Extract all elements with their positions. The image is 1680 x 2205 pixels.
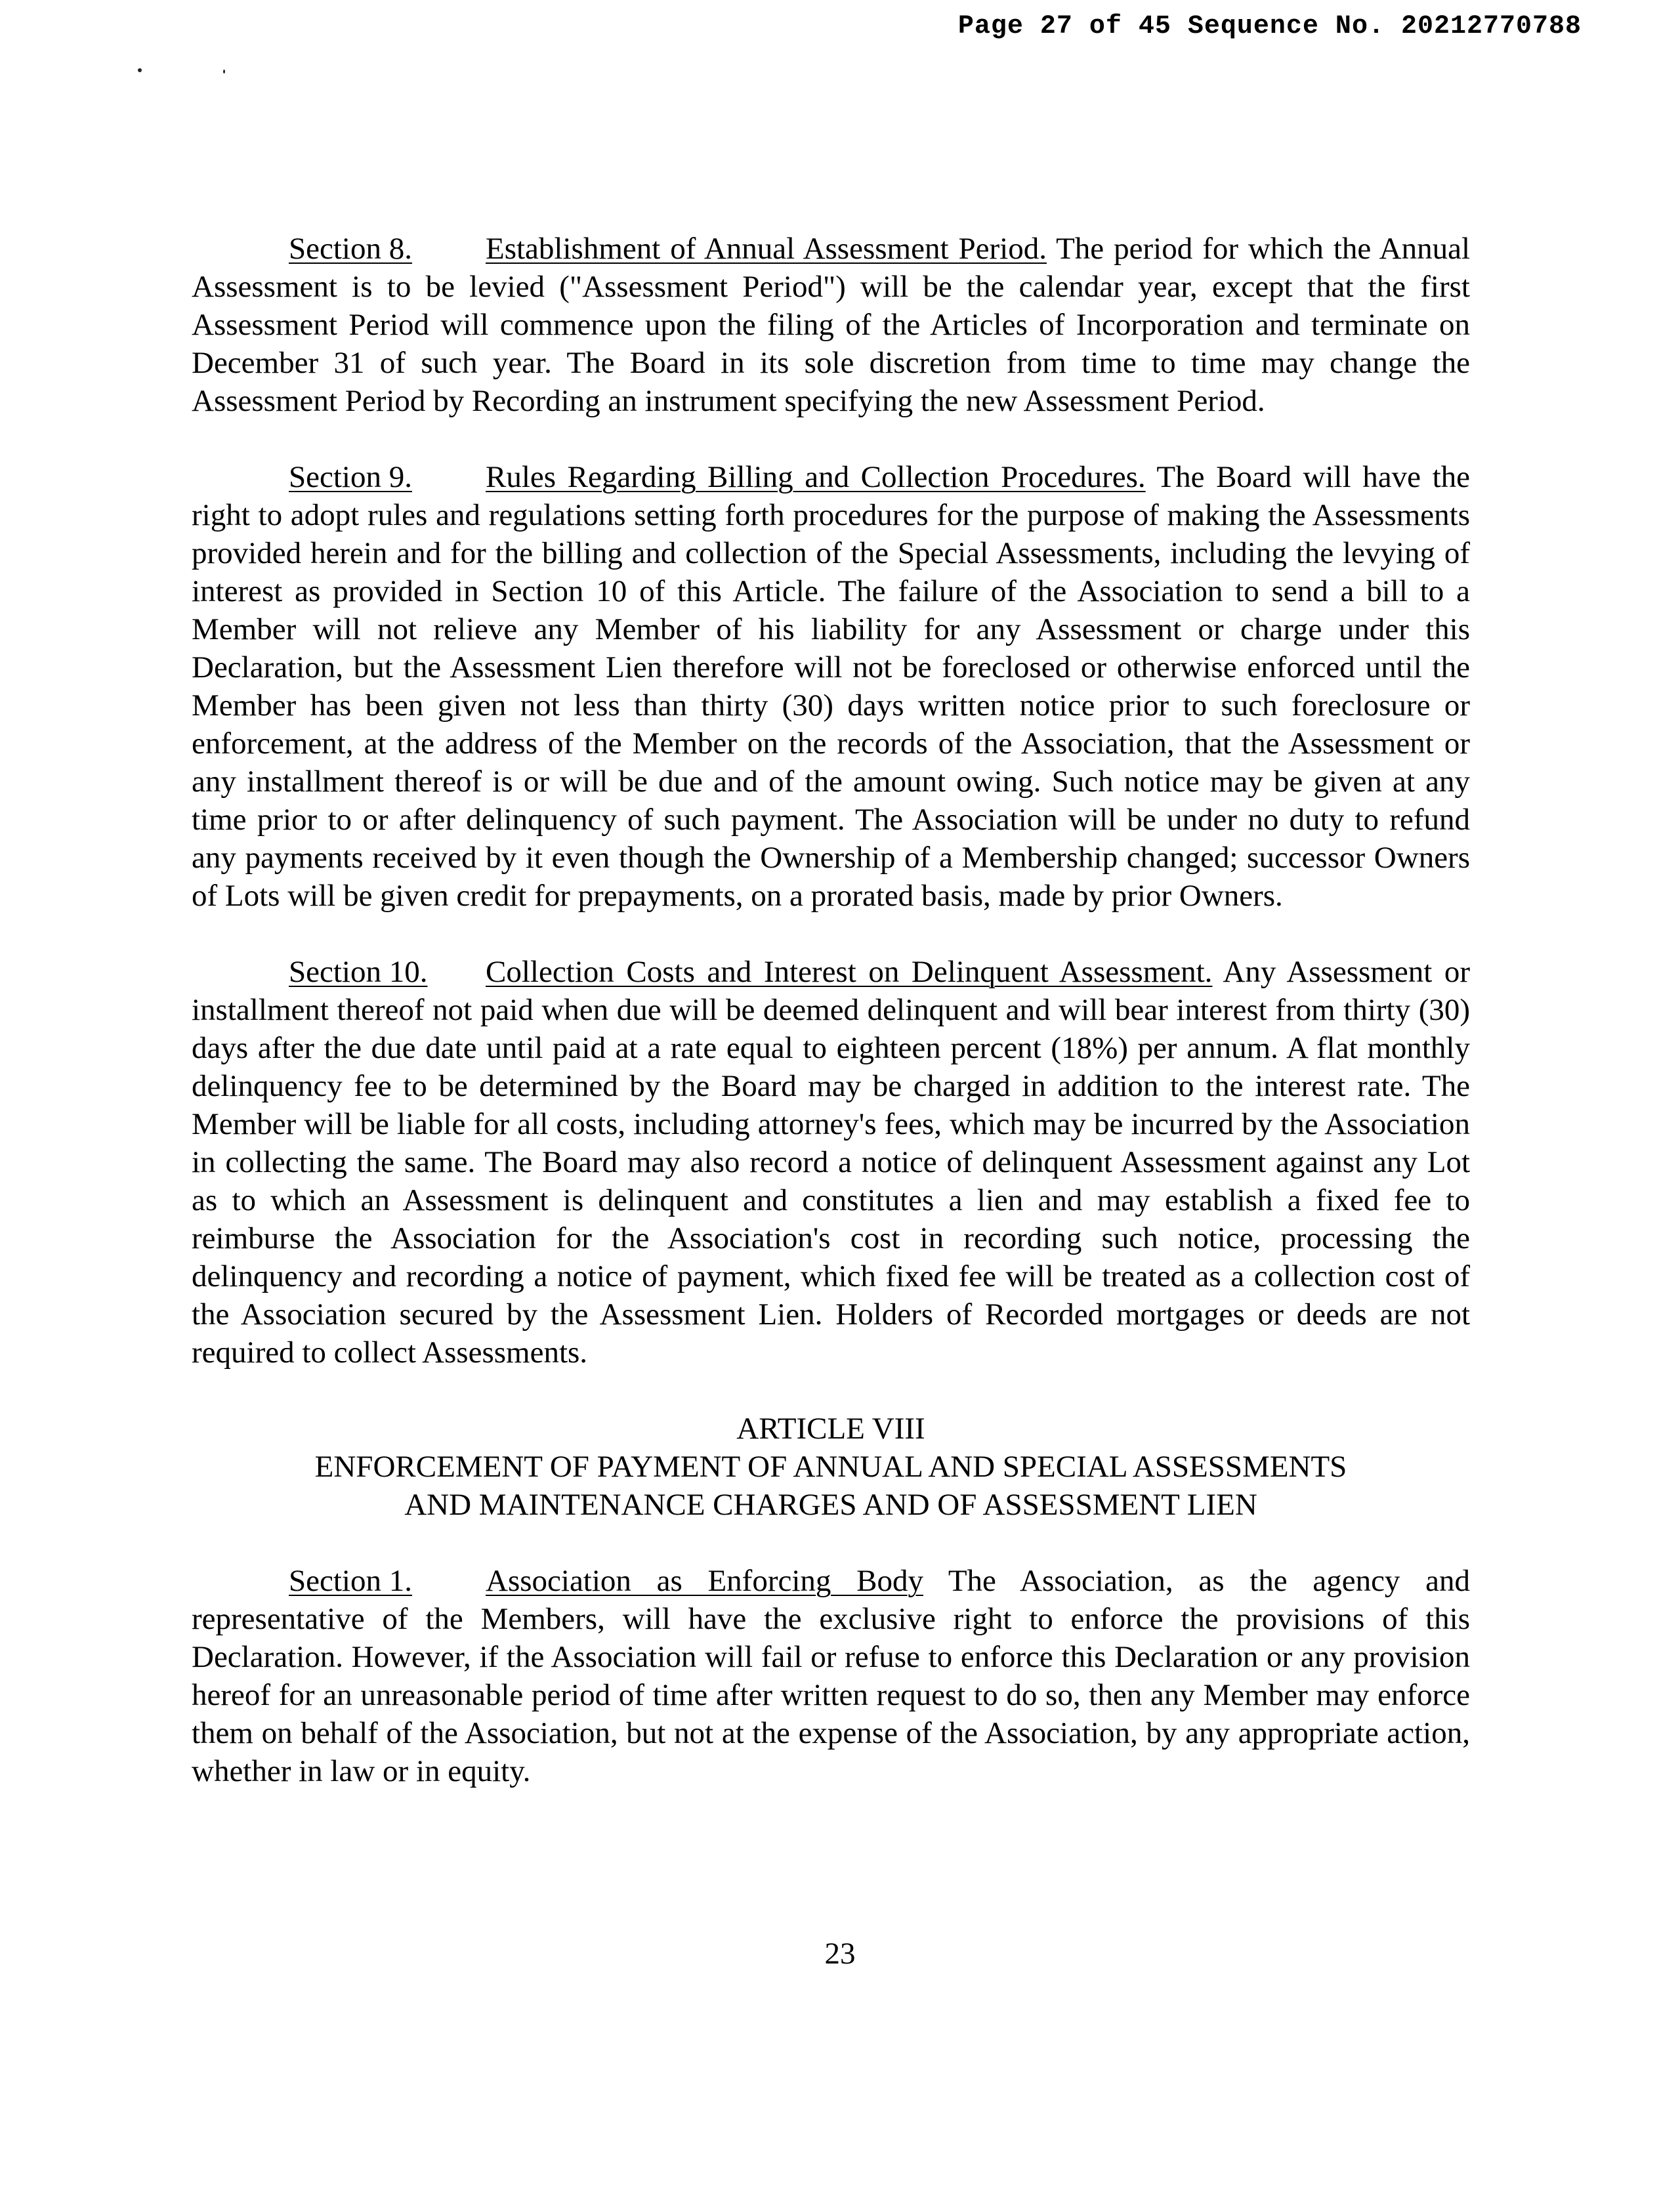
section-heading: Rules Regarding Billing and Collection Procedures. (486, 460, 1146, 494)
scan-mark (223, 70, 225, 74)
page-sequence-stamp: Page 27 of 45 Sequence No. 20212770788 (957, 12, 1582, 41)
section-body: Any Assessment or installment thereof not paid when due will be deemed delinquent and will bear interest from thirty (30) days after the due date until paid at a rate equal to eighteen percent (18%) per annum. A flat monthly delinquency fee to be determined by the Board may be charged in addition to the interest rate. The Member will be liable for all costs, including attorney's fees, which may be incurred by the Association in collecting the same. The Board may also record a notice of delinquent Assessment against any Lot as to which an Assessment is delinquent and constitutes a lien and may establish a fixed fee to reimburse the Association for the Association's cost in recording such notice, processing the delinquency and recording a notice of payment, which fixed fee will be treated as a collection cost of the Association secured by the Assessment Lien. Holders of Recorded mortgages or deeds are not required to collect Assessments. (192, 955, 1470, 1370)
section-body: The Board will have the right to adopt rules and regulations setting forth procedures for the purpose of making the Assessments provided herein and for the billing and collection of the Special Assessments, including the levying of interest as provided in Section 10 of this Article. The failure of the Association to send a bill to a Member will not relieve any Member of his liability for any Assessment or charge under this Declaration, but the Assessment Lien therefore will not be foreclosed or otherwise enforced until the Member has been given not less than thirty (30) days written notice prior to such foreclosure or enforcement, at the address of the Member on the records of the Association, that the Assessment or any installment thereof is or will be due and of the amount owing. Such notice may be given at any time prior to or after delinquency of such payment. The Association will be under no duty to refund any payments received by it even though the Ownership of a Membership changed; successor Owners of Lots will be given credit for prepayments, on a prorated basis, made by prior Owners. (192, 460, 1470, 913)
page-number: 23 (824, 1937, 856, 1971)
article-title-line-2: AND MAINTENANCE CHARGES AND OF ASSESSMENT LIEN (404, 1488, 1257, 1522)
section-10-paragraph (192, 953, 1470, 1372)
section-heading: Association as Enforcing Body (486, 1564, 923, 1598)
article-number: ARTICLE VIII (736, 1412, 925, 1446)
section-body: The period for which the Annual Assessment is to be levied ("Assessment Period") will be the calendar year, except that the first Assessment Period will commence upon the filing of the Articles of Incorporation and terminate on December 31 of such year. The Board in its sole discretion from time to time may change the Assessment Period by Recording an instrument specifying the new Assessment Period. (192, 232, 1470, 418)
document-body (192, 230, 1470, 1828)
section-8-paragraph (192, 230, 1470, 420)
article-title-line-1: ENFORCEMENT OF PAYMENT OF ANNUAL AND SPECIAL ASSESSMENTS (314, 1450, 1347, 1484)
section-body: The Association, as the agency and representative of the Members, will have the exclusive right to enforce the provisions of this Declaration. However, if the Association will fail or refuse to enforce this Declaration or any provision hereof for an unreasonable period of time after written request to do so, then any Member may enforce them on behalf of the Association, but not at the expense of the Association, by any appropriate action, whether in law or in equity. (192, 1564, 1470, 1788)
section-label: Section 9. (289, 460, 412, 494)
section-label: Section 10. (289, 955, 428, 989)
section-label: Section 1. (289, 1564, 412, 1598)
scan-mark (138, 68, 142, 72)
article-section-1-paragraph (192, 1562, 1470, 1790)
section-heading: Collection Costs and Interest on Delinquent Assessment. (486, 955, 1213, 989)
section-heading: Establishment of Annual Assessment Period. (486, 232, 1047, 266)
section-9-paragraph (192, 458, 1470, 915)
article-heading (192, 1410, 1470, 1524)
section-label: Section 8. (289, 232, 412, 266)
